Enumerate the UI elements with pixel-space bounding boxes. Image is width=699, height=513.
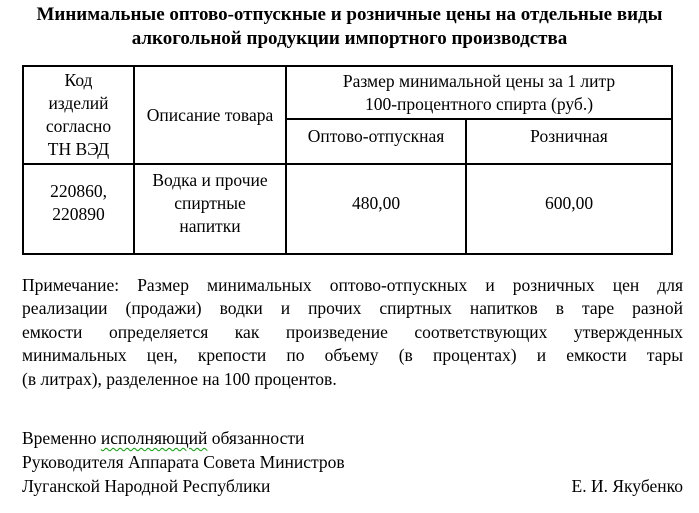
header-price-group-line: 100-процентного спирта (руб.) — [364, 93, 594, 114]
signature-line1-pre: Временно — [22, 428, 101, 448]
spellcheck-underlined-word: исполняющий — [100, 428, 208, 448]
signer-name: Е. И. Якубенко — [571, 476, 683, 496]
note-line: емкости определяется как произведение соответствующих утвержденных — [22, 321, 683, 342]
note-line: минимальных цен, крепости по объему (в процентах) и емкости тары — [22, 345, 683, 366]
price-table — [22, 65, 673, 255]
cell-code — [23, 164, 134, 254]
header-code-line: ТН ВЭД — [47, 139, 110, 159]
note-paragraph — [22, 274, 683, 391]
signature-block — [22, 426, 683, 498]
signature-line-1 — [22, 426, 683, 450]
note-line: Примечание: Размер минимальных оптово-отпускных и розничных цен для — [22, 275, 683, 295]
note-line: (в литрах), разделенное на 100 процентов. — [22, 368, 337, 389]
header-code-line: Код — [64, 70, 93, 90]
cell-code-line: 220860, — [50, 181, 107, 201]
header-code-line: согласно — [45, 116, 112, 136]
header-price-group-line: Размер минимальной цены за 1 литр — [342, 70, 616, 91]
header-cell-retail: Розничная — [466, 119, 672, 164]
signature-line1-post: обязанности — [207, 428, 305, 448]
page-title-line1: Минимальные оптово-отпускные и розничные цены на отдельные виды — [36, 4, 663, 25]
table-header-row-1 — [23, 66, 672, 119]
header-cell-wholesale: Оптово-отпускная — [286, 119, 466, 164]
cell-retail-price: 600,00 — [466, 164, 672, 254]
header-code-line: изделий — [48, 93, 109, 113]
table-row — [23, 164, 672, 254]
cell-description — [134, 164, 286, 254]
header-cell-description: Описание товара — [134, 66, 286, 164]
cell-code-line: 220890 — [52, 204, 105, 224]
header-cell-price-group — [286, 66, 672, 119]
page-title-line2: алкогольной продукции импортного производства — [131, 28, 568, 49]
cell-description-line: спиртные — [174, 192, 246, 213]
note-line: реализации (продажи) водки и прочих спиртных напитков в таре разной — [22, 298, 683, 319]
cell-description-line: Водка и прочие — [152, 169, 268, 190]
page-title — [0, 3, 699, 51]
cell-wholesale-price: 480,00 — [286, 164, 466, 254]
cell-description-line: напитки — [179, 215, 241, 236]
header-cell-code — [23, 66, 134, 164]
signature-line-2: Руководителя Аппарата Совета Министров — [22, 452, 345, 472]
signature-organization: Луганской Народной Республики — [22, 476, 271, 496]
signature-line-3 — [22, 474, 683, 498]
